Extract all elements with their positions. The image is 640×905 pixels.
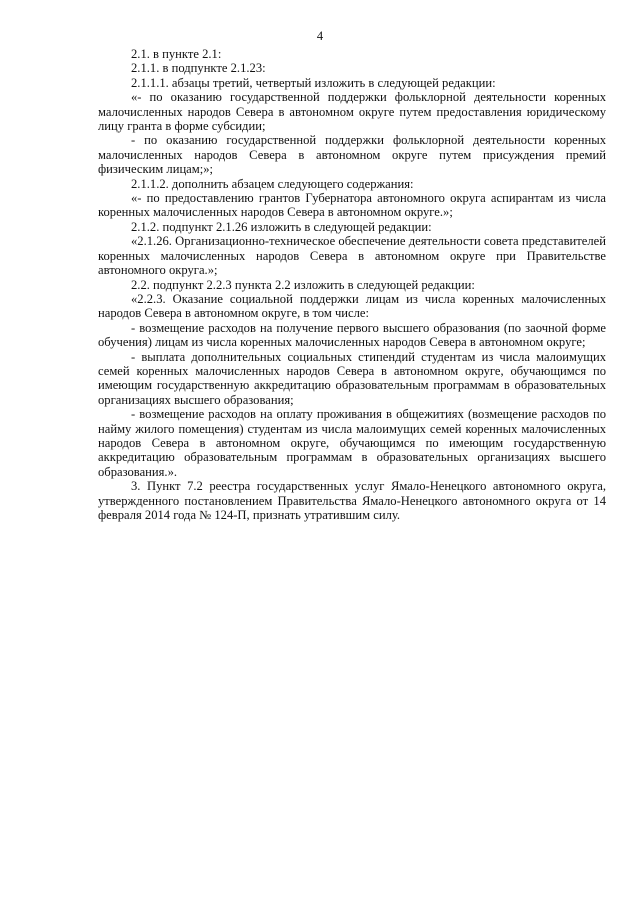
- page-number: 4: [316, 29, 324, 43]
- document-body: [98, 47, 606, 522]
- paragraph-2-1-26: «2.1.26. Организационно-техническое обеспечение деятельности совета представителей коренных малочисленных народов Севера в автономном округе при Правительстве автономного округа.»;: [98, 234, 606, 278]
- paragraph-2-1: 2.1. в пункте 2.1:: [131, 47, 222, 61]
- paragraph-aspirant-grants: «- по предоставлению грантов Губернатора автономного округа аспирантам из числа коренных малочисленных народов Севера в автономном округе.»;: [98, 191, 606, 220]
- paragraph-2-1-1-1: 2.1.1.1. абзацы третий, четвертый изложить в следующей редакции:: [131, 75, 496, 90]
- paragraph-2-2-3: «2.2.3. Оказание социальной поддержки лицам из числа коренных малочисленных народов Севера в автономном округе, в том числе:: [98, 291, 606, 321]
- paragraph-2-1-1: 2.1.1. в подпункте 2.1.23:: [131, 61, 266, 76]
- paragraph-education-refund: - возмещение расходов на получение первого высшего образования (по заочной форме обучения) лицам из числа коренных малочисленных народов Севера в автономном округе;: [98, 320, 606, 350]
- paragraph-2-1-1-2: 2.1.1.2. дополнить абзацем следующего содержания:: [131, 176, 414, 191]
- paragraph-2-1-2: 2.1.2. подпункт 2.1.26 изложить в следующей редакции:: [131, 219, 432, 234]
- paragraph-2-2: 2.2. подпункт 2.2.3 пункта 2.2 изложить в следующей редакции:: [131, 277, 475, 292]
- paragraph-folklore-prize: - по оказанию государственной поддержки фольклорной деятельности коренных малочисленных народов Севера в автономном округе путем присуждения премий физическим лицам;»;: [98, 133, 606, 177]
- paragraph-stipends: - выплата дополнительных социальных стипендий студентам из числа малоимущих семей коренных малочисленных народов Севера в автономном округе, обучающимся по имеющим государственную аккредитацию образовательным программам в образовательных организациях высшего образования;: [98, 349, 606, 407]
- paragraph-folklore-grant: «- по оказанию государственной поддержки фольклорной деятельности коренных малочисленных народов Севера в автономном округе путем предоставления юридическому лицу гранта в форме субсидии;: [98, 90, 606, 134]
- paragraph-dormitory-refund: - возмещение расходов на оплату проживания в общежитиях (возмещение расходов по найму жилого помещения) студентам из числа малоимущих семей коренных малочисленных народов Севера в автономном округе, обучающимся по имеющим государственную аккредитацию образовательным программам в образовательных организациях высшего образования.».: [98, 407, 606, 479]
- paragraph-3: 3. Пункт 7.2 реестра государственных услуг Ямало-Ненецкого автономного округа, утвержденного постановлением Правительства Ямало-Ненецкого автономного округа от 14 февраля 2014 года № 124-П, признать утратившим силу.: [98, 479, 606, 522]
